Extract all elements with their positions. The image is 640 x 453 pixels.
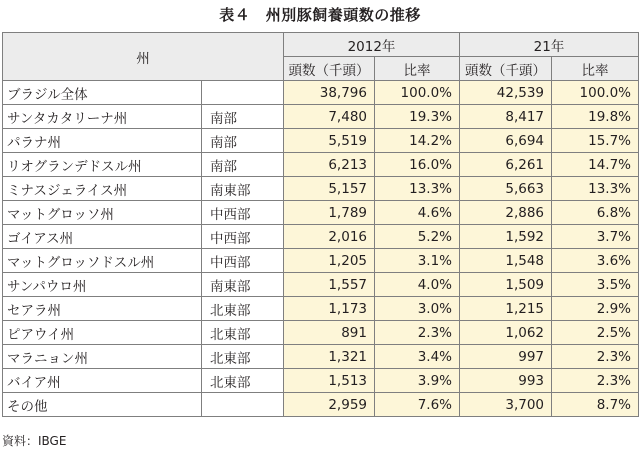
ratio-2012: 100.0%: [375, 81, 460, 105]
table-row: [3, 201, 639, 225]
heads-2012-header: 頭数（千頭）: [284, 57, 375, 81]
heads-2021: 997: [460, 345, 552, 369]
region: 南部: [202, 153, 284, 177]
heads-2021: 3,700: [460, 393, 552, 417]
ratio-2021: 13.3%: [552, 177, 639, 201]
ratio-2021: 6.8%: [552, 201, 639, 225]
region: 南部: [202, 105, 284, 129]
heads-2021: 1,548: [460, 249, 552, 273]
state-name: リオグランデドスル州: [3, 153, 202, 177]
heads-2012: 5,157: [284, 177, 375, 201]
region: 南部: [202, 129, 284, 153]
ratio-2012-header: 比率: [375, 57, 460, 81]
region: 北東部: [202, 321, 284, 345]
ratio-2021: 2.3%: [552, 369, 639, 393]
heads-2012: 1,173: [284, 297, 375, 321]
ratio-2021: 19.8%: [552, 105, 639, 129]
state-name: その他: [3, 393, 202, 417]
region: 中西部: [202, 249, 284, 273]
heads-2021: 6,694: [460, 129, 552, 153]
state-name: マラニョン州: [3, 345, 202, 369]
table-row: [3, 249, 639, 273]
heads-2021: 993: [460, 369, 552, 393]
ratio-2021: 100.0%: [552, 81, 639, 105]
year-2012-header: 2012年: [284, 33, 460, 57]
ratio-2021-header: 比率: [552, 57, 639, 81]
ratio-2012: 3.9%: [375, 369, 460, 393]
table-row: [3, 345, 639, 369]
ratio-2012: 5.2%: [375, 225, 460, 249]
region: [202, 393, 284, 417]
ratio-2021: 3.7%: [552, 225, 639, 249]
ratio-2012: 13.3%: [375, 177, 460, 201]
ratio-2012: 14.2%: [375, 129, 460, 153]
ratio-2012: 3.1%: [375, 249, 460, 273]
heads-2021: 1,509: [460, 273, 552, 297]
region: 中西部: [202, 225, 284, 249]
region: 南東部: [202, 177, 284, 201]
ratio-2021: 3.5%: [552, 273, 639, 297]
table-row: [3, 153, 639, 177]
heads-2021: 6,261: [460, 153, 552, 177]
ratio-2012: 2.3%: [375, 321, 460, 345]
heads-2021: 1,215: [460, 297, 552, 321]
year-2021-header: 21年: [460, 33, 639, 57]
ratio-2021: 2.9%: [552, 297, 639, 321]
heads-2021: 5,663: [460, 177, 552, 201]
table-row: [3, 273, 639, 297]
state-name: ミナスジェライス州: [3, 177, 202, 201]
table-row: [3, 321, 639, 345]
ratio-2021: 2.5%: [552, 321, 639, 345]
state-name: サンタカタリーナ州: [3, 105, 202, 129]
state-name: セアラ州: [3, 297, 202, 321]
ratio-2021: 2.3%: [552, 345, 639, 369]
ratio-2021: 14.7%: [552, 153, 639, 177]
heads-2012: 2,959: [284, 393, 375, 417]
ratio-2012: 16.0%: [375, 153, 460, 177]
heads-2012: 1,205: [284, 249, 375, 273]
ratio-2012: 7.6%: [375, 393, 460, 417]
region: 南東部: [202, 273, 284, 297]
ratio-2012: 4.6%: [375, 201, 460, 225]
state-column-header: 州: [3, 33, 284, 81]
table-row: [3, 369, 639, 393]
heads-2021: 8,417: [460, 105, 552, 129]
region: [202, 81, 284, 105]
ratio-2012: 19.3%: [375, 105, 460, 129]
heads-2021-header: 頭数（千頭）: [460, 57, 552, 81]
table-row: [3, 177, 639, 201]
ratio-2021: 8.7%: [552, 393, 639, 417]
heads-2021: 2,886: [460, 201, 552, 225]
heads-2021: 42,539: [460, 81, 552, 105]
heads-2021: 1,592: [460, 225, 552, 249]
heads-2021: 1,062: [460, 321, 552, 345]
ratio-2012: 3.4%: [375, 345, 460, 369]
ratio-2012: 3.0%: [375, 297, 460, 321]
table-row: [3, 393, 639, 417]
region: 北東部: [202, 369, 284, 393]
state-name: マットグロッソドスル州: [3, 249, 202, 273]
source-note: 資料：IBGE: [2, 434, 67, 448]
heads-2012: 1,513: [284, 369, 375, 393]
region: 北東部: [202, 345, 284, 369]
table-row: [3, 105, 639, 129]
heads-2012: 6,213: [284, 153, 375, 177]
pig-population-table: [2, 32, 639, 417]
heads-2012: 891: [284, 321, 375, 345]
state-name: サンパウロ州: [3, 273, 202, 297]
table-row: [3, 129, 639, 153]
heads-2012: 1,557: [284, 273, 375, 297]
state-name: マットグロッソ州: [3, 201, 202, 225]
table-row: [3, 297, 639, 321]
table-row: [3, 81, 639, 105]
heads-2012: 1,789: [284, 201, 375, 225]
heads-2012: 2,016: [284, 225, 375, 249]
ratio-2021: 3.6%: [552, 249, 639, 273]
heads-2012: 38,796: [284, 81, 375, 105]
state-name: ゴイアス州: [3, 225, 202, 249]
state-name: バイア州: [3, 369, 202, 393]
heads-2012: 1,321: [284, 345, 375, 369]
ratio-2021: 15.7%: [552, 129, 639, 153]
state-name: ブラジル全体: [3, 81, 202, 105]
ratio-2012: 4.0%: [375, 273, 460, 297]
state-name: ピアウイ州: [3, 321, 202, 345]
table-row: [3, 225, 639, 249]
heads-2012: 7,480: [284, 105, 375, 129]
region: 中西部: [202, 201, 284, 225]
region: 北東部: [202, 297, 284, 321]
heads-2012: 5,519: [284, 129, 375, 153]
state-name: パラナ州: [3, 129, 202, 153]
table-title: 表４ 州別豚飼養頭数の推移: [219, 6, 421, 24]
